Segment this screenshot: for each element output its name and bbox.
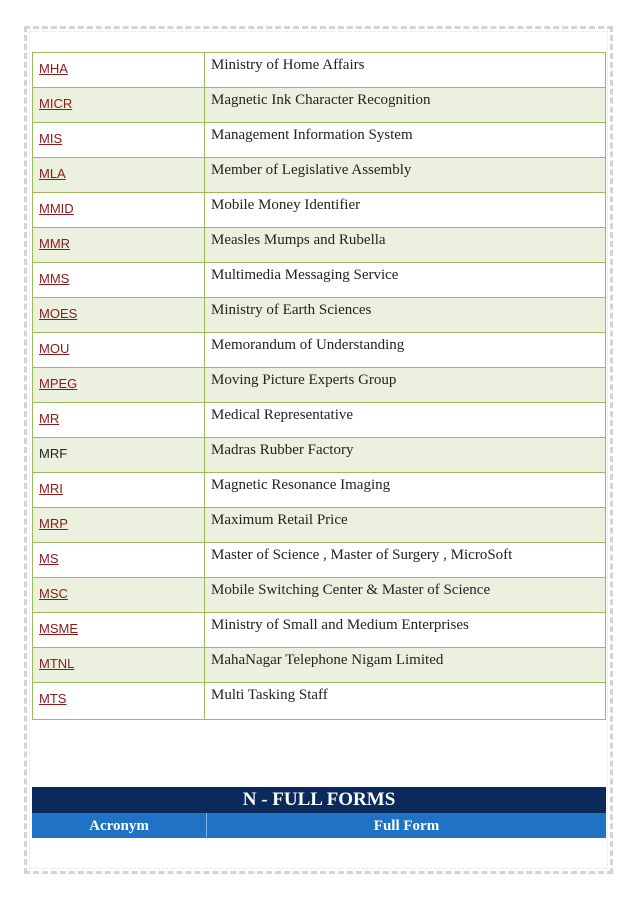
full-form-cell: Maximum Retail Price <box>205 508 606 543</box>
acronym-cell <box>33 508 205 543</box>
table-row <box>33 613 606 648</box>
acronym-cell <box>33 683 205 720</box>
acronym-table <box>32 52 606 720</box>
acronym-link[interactable]: MR <box>39 411 60 426</box>
table-row <box>33 683 606 720</box>
acronym-cell <box>33 613 205 648</box>
table-row <box>33 88 606 123</box>
full-form-cell: Ministry of Home Affairs <box>205 53 606 88</box>
acronym-cell <box>33 438 205 473</box>
full-form-cell: Measles Mumps and Rubella <box>205 228 606 263</box>
acronym-link[interactable]: MHA <box>39 61 68 76</box>
acronym-cell <box>33 228 205 263</box>
full-form-cell: Ministry of Earth Sciences <box>205 298 606 333</box>
full-form-cell: Moving Picture Experts Group <box>205 368 606 403</box>
full-form-cell: Magnetic Resonance Imaging <box>205 473 606 508</box>
table-row <box>33 473 606 508</box>
full-form-cell: Multi Tasking Staff <box>205 683 606 720</box>
full-form-cell: Mobile Money Identifier <box>205 193 606 228</box>
acronym-link[interactable]: MMS <box>39 271 70 286</box>
table-row <box>33 438 606 473</box>
acronym-link[interactable]: MMID <box>39 201 74 216</box>
table-row <box>33 368 606 403</box>
acronym-cell <box>33 578 205 613</box>
table-row <box>33 123 606 158</box>
full-form-cell: Madras Rubber Factory <box>205 438 606 473</box>
full-form-cell: Memorandum of Understanding <box>205 333 606 368</box>
acronym-link[interactable]: MICR <box>39 96 73 111</box>
full-form-cell: Mobile Switching Center & Master of Science <box>205 578 606 613</box>
acronym-link[interactable]: MTS <box>39 691 67 706</box>
acronym-cell <box>33 403 205 438</box>
acronym-cell <box>33 263 205 298</box>
acronym-link[interactable]: MMR <box>39 236 71 251</box>
acronym-link[interactable]: MSME <box>39 621 78 636</box>
table-row <box>33 648 606 683</box>
table-row <box>33 53 606 88</box>
acronym-cell <box>33 193 205 228</box>
acronym-cell <box>33 368 205 403</box>
table-row <box>33 158 606 193</box>
full-form-cell: Member of Legislative Assembly <box>205 158 606 193</box>
table-row <box>33 578 606 613</box>
acronym-cell <box>33 53 205 88</box>
table-row <box>33 263 606 298</box>
header-full-form: Full Form <box>373 818 440 834</box>
full-form-cell: Medical Representative <box>205 403 606 438</box>
section-title: N - FULL FORMS <box>32 787 606 813</box>
table-row <box>33 298 606 333</box>
acronym-link[interactable]: MPEG <box>39 376 78 391</box>
acronym-link[interactable]: MRP <box>39 516 68 531</box>
acronym-link[interactable]: MSC <box>39 586 68 601</box>
acronym-link[interactable]: MIS <box>39 131 63 146</box>
acronym-text: MRF <box>39 446 68 461</box>
header-acronym: Acronym <box>32 813 207 838</box>
acronym-link[interactable]: MRI <box>39 481 63 496</box>
acronym-cell <box>33 123 205 158</box>
acronym-cell <box>33 158 205 193</box>
acronym-link[interactable]: MLA <box>39 166 66 181</box>
acronym-cell <box>33 543 205 578</box>
acronym-cell <box>33 298 205 333</box>
acronym-link[interactable]: MOU <box>39 341 70 356</box>
full-form-cell: Master of Science , Master of Surgery , MicroSoft <box>205 543 606 578</box>
table-header <box>32 813 606 838</box>
full-form-cell: MahaNagar Telephone Nigam Limited <box>205 648 606 683</box>
table-row <box>33 333 606 368</box>
full-form-cell: Management Information System <box>205 123 606 158</box>
acronym-cell <box>33 648 205 683</box>
acronym-cell <box>33 88 205 123</box>
table-row <box>33 508 606 543</box>
full-form-cell: Multimedia Messaging Service <box>205 263 606 298</box>
full-form-cell: Magnetic Ink Character Recognition <box>205 88 606 123</box>
table-row <box>33 403 606 438</box>
acronym-cell <box>33 333 205 368</box>
table-row <box>33 543 606 578</box>
table-row <box>33 193 606 228</box>
acronym-cell <box>33 473 205 508</box>
acronym-link[interactable]: MOES <box>39 306 78 321</box>
acronym-link[interactable]: MS <box>39 551 59 566</box>
full-form-cell: Ministry of Small and Medium Enterprises <box>205 613 606 648</box>
table-row <box>33 228 606 263</box>
acronym-link[interactable]: MTNL <box>39 656 75 671</box>
acronym-table-body <box>33 53 606 720</box>
